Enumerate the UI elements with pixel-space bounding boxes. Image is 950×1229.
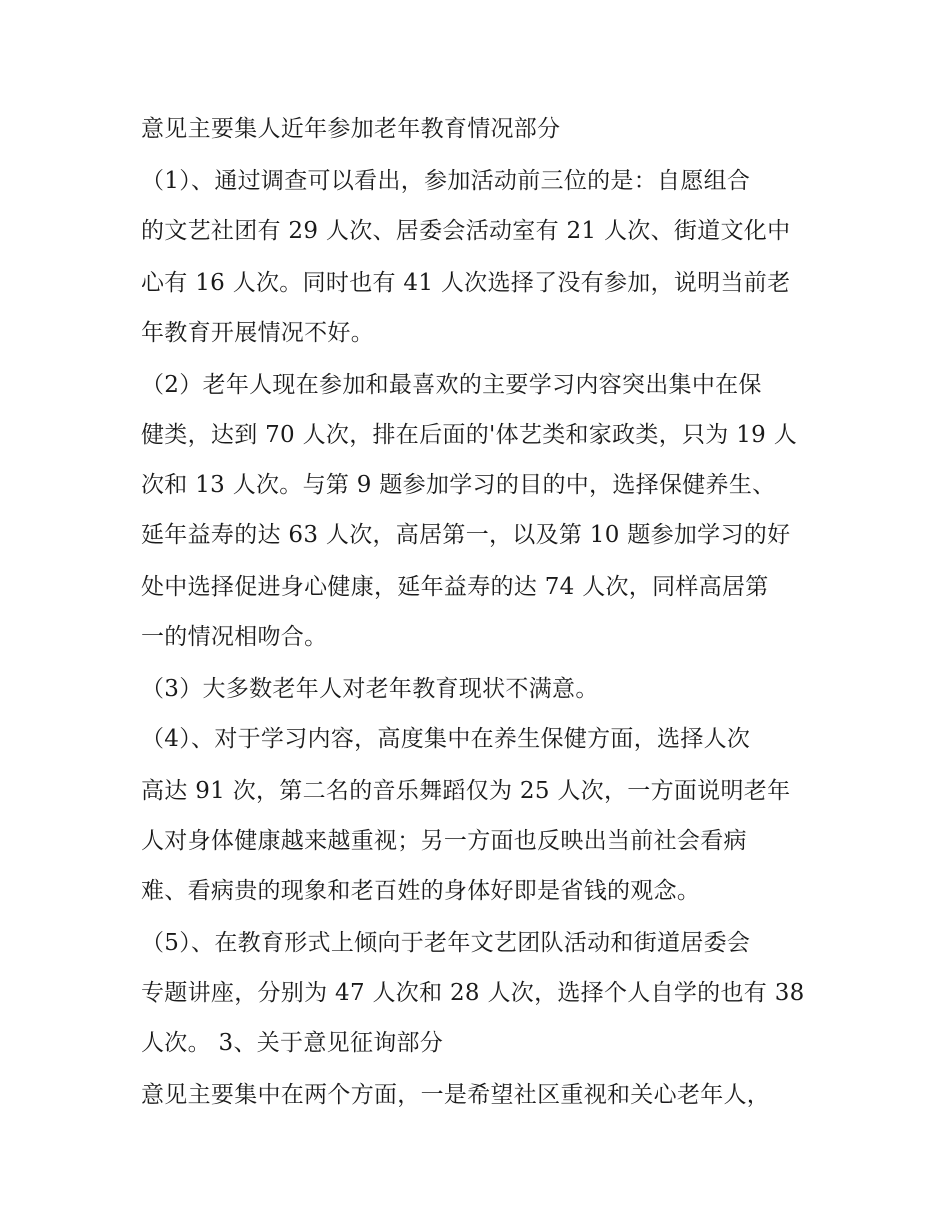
text-line: 年教育开展情况不好。 — [141, 320, 374, 346]
text-line: （2）老年人现在参加和最喜欢的主要学习内容突出集中在保 — [141, 372, 762, 398]
text-line: 人次。 3、关于意见征询部分 — [141, 1030, 444, 1056]
text-line: 延年益寿的达 63 人次，高居第一，以及第 10 题参加学习的好 — [141, 522, 791, 548]
text-line: 高达 91 次，第二名的音乐舞蹈仅为 25 人次，一方面说明老年 — [141, 778, 791, 804]
section-heading: 意见主要集人近年参加老年教育情况部分 — [141, 116, 561, 142]
text-line: 专题讲座，分别为 47 人次和 28 人次，选择个人自学的也有 38 — [141, 980, 805, 1006]
text-line: 次和 13 人次。与第 9 题参加学习的目的中，选择保健养生、 — [141, 472, 776, 498]
text-line: 处中选择促进身心健康，延年益寿的达 74 人次，同样高居第 — [141, 574, 769, 600]
text-line: 心有 16 人次。同时也有 41 人次选择了没有参加，说明当前老 — [141, 270, 791, 296]
text-line: 的文艺社团有 29 人次、居委会活动室有 21 人次、街道文化中 — [141, 218, 791, 244]
text-line: （1）、通过调查可以看出，参加活动前三位的是：自愿组合 — [141, 168, 751, 194]
text-line: 难、看病贵的现象和老百姓的身体好即是省钱的观念。 — [141, 878, 701, 904]
text-line: 意见主要集中在两个方面，一是希望社区重视和关心老年人， — [141, 1082, 771, 1108]
text-line: （3）大多数老年人对老年教育现状不满意。 — [141, 676, 599, 702]
text-line: 健类，达到 70 人次，排在后面的'体艺类和家政类，只为 19 人 — [141, 422, 797, 448]
text-line: 人对身体健康越来越重视；另一方面也反映出当前社会看病 — [141, 828, 747, 854]
text-line: （5）、在教育形式上倾向于老年文艺团队活动和街道居委会 — [141, 930, 751, 956]
text-line: （4）、对于学习内容，高度集中在养生保健方面，选择人次 — [141, 726, 751, 752]
text-line: 一的情况相吻合。 — [141, 624, 328, 650]
